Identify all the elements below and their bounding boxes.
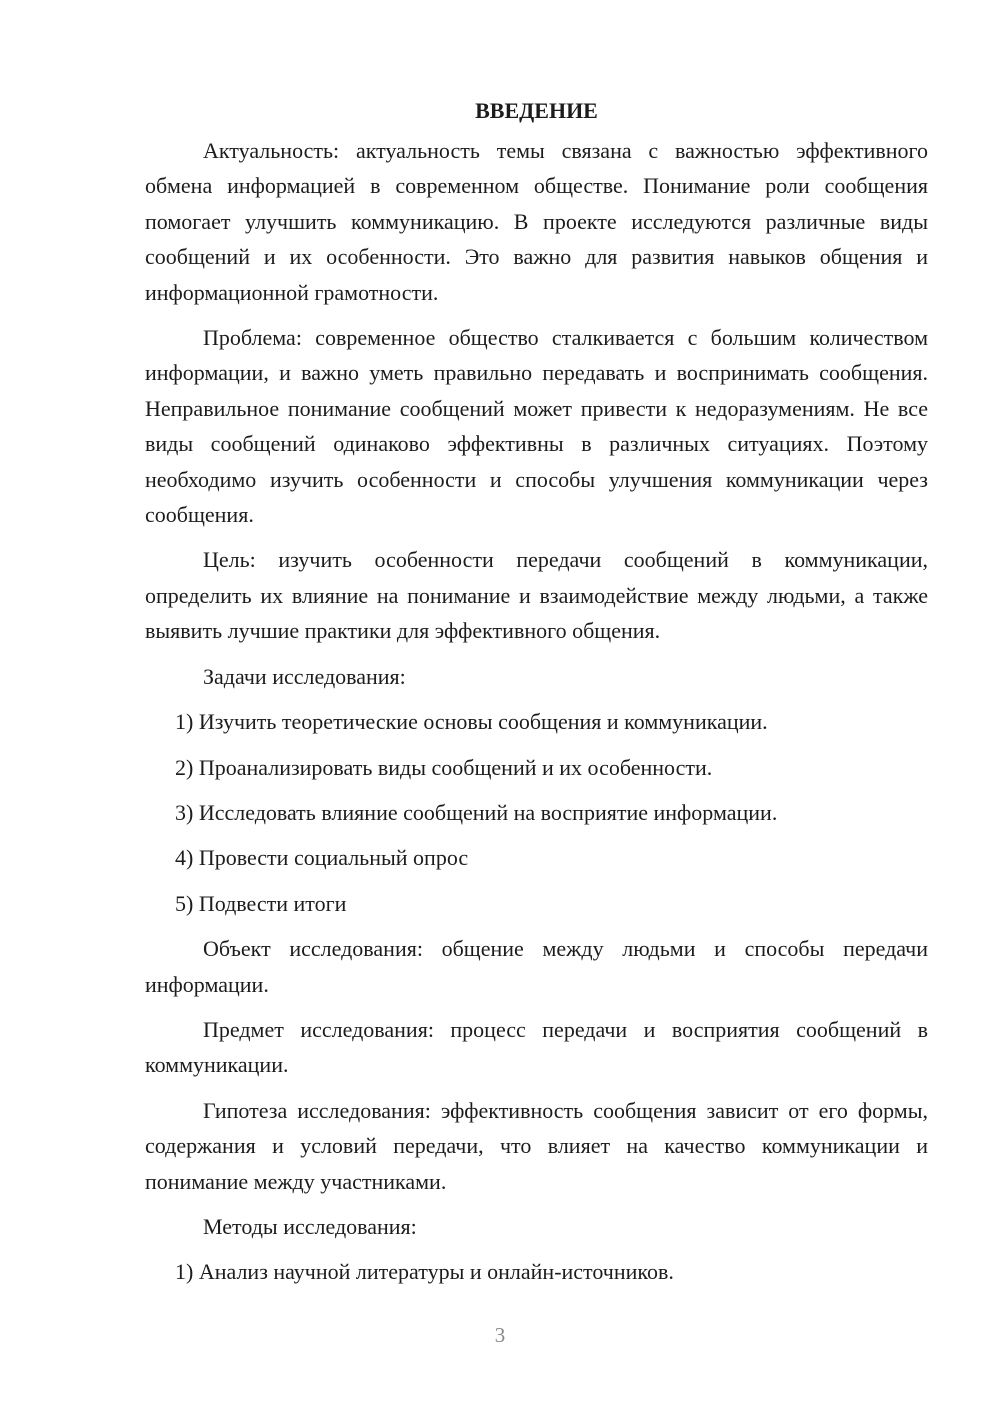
document-page (145, 96, 928, 1300)
methods-title: Методы исследования: (203, 1213, 417, 1239)
hypothesis-paragraph: Гипотеза исследования: эффективность сообщения зависит от его формы, содержания и условий передачи, что влияет на качество коммуникации и понимание между участниками. (145, 1097, 928, 1194)
subject-paragraph: Предмет исследования: процесс передачи и восприятия сообщений в коммуникации. (145, 1016, 928, 1078)
task-item-1: 1) Изучить теоретические основы сообщения и коммуникации. (175, 709, 768, 735)
page-number: 3 (494, 1323, 506, 1347)
object-paragraph: Объект исследования: общение между людьми и способы передачи информации. (145, 936, 928, 997)
section-heading: ВВЕДЕНИЕ (475, 98, 598, 123)
relevance-paragraph: Актуальность: актуальность темы связана с важностью эффективного обмена информацией в современном обществе. Понимание роли сообщения помогает улучшить коммуникацию. В проекте исследуются различные виды сообщений и их особенности. Это важно для развития навыков общения и информационной грамотности. (145, 138, 928, 305)
task-item-5: 5) Подвести итоги (175, 890, 347, 916)
tasks-title: Задачи исследования: (203, 663, 406, 689)
task-item-4: 4) Провести социальный опрос (175, 845, 469, 871)
problem-paragraph: Проблема: современное общество сталкивается с большим количеством информации, и важно уметь правильно передавать и воспринимать сообщения. Неправильное понимание сообщений может привести к недоразумениям. Не все виды сообщений одинаково эффективны в различных ситуациях. Поэтому необходимо изучить особенности и способы улучшения коммуникации через сообщения. (145, 325, 928, 528)
task-item-3: 3) Исследовать влияние сообщений на восприятие информации. (175, 799, 778, 825)
method-item-1: 1) Анализ научной литературы и онлайн-источников. (175, 1259, 674, 1285)
goal-paragraph: Цель: изучить особенности передачи сообщений в коммуникации, определить их влияние на понимание и взаимодействие между людьми, а также выявить лучшие практики для эффективного общения. (145, 547, 928, 644)
task-item-2: 2) Проанализировать виды сообщений и их особенности. (175, 754, 713, 780)
